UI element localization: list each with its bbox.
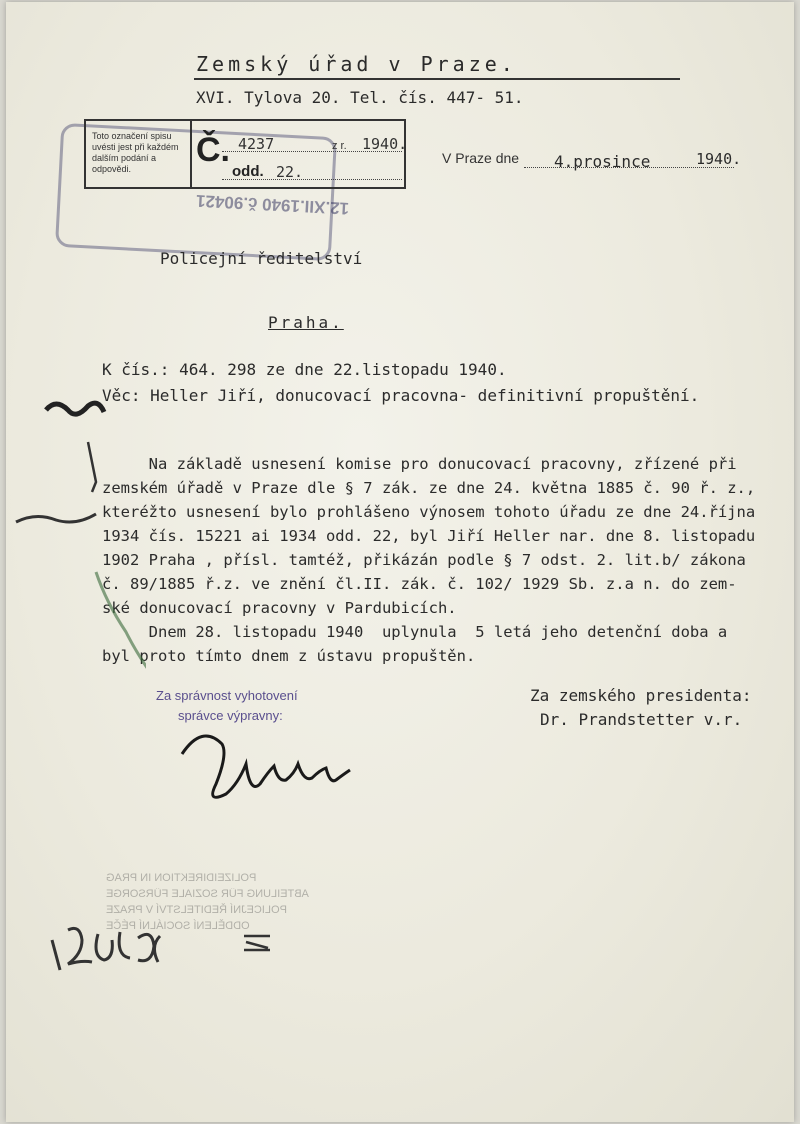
signatory-title: Za zemského presidenta:	[530, 686, 752, 705]
body-line: byl proto tímto dnem z ústavu propuštěn.	[102, 647, 476, 665]
body-line: ské donucovací pracovny v Pardubicích.	[102, 599, 457, 617]
addressee: Policejní ředitelství	[160, 249, 363, 268]
reference-year: 1940.	[362, 135, 408, 153]
body-line: č. 89/1885 ř.z. ve znění čl.II. zák. č. 102/ 1929 Sb. z.a n. do zem-	[102, 575, 737, 593]
reference-box-divider	[190, 121, 192, 187]
title-underline	[194, 78, 680, 80]
police-stamp-line: ODDĚLENÍ SOCIÁLNÍ PÉČE	[106, 920, 250, 932]
reference-box	[84, 119, 406, 189]
margin-handwriting	[6, 382, 146, 682]
body-line: Na základě usnesení komise pro donucovací pracovny, zřízené při	[102, 455, 737, 473]
handwritten-signature	[172, 714, 372, 804]
police-stamp-line: POLIZEIDIREKTION IN PRAG	[106, 872, 257, 884]
reference-dept-label: odd.	[232, 163, 264, 180]
body-line: 1934 čís. 15221 ai 1934 odd. 22, byl Jiří Heller nar. dne 8. listopadu	[102, 527, 756, 545]
police-stamp-line: ABTEILUNG FÜR SOZIALE FÜRSORGE	[106, 888, 309, 900]
handwritten-file-number	[42, 920, 182, 980]
body-line: zemském úřadě v Praze dle § 7 zák. ze dne 24. května 1885 č. 90 ř. z.,	[102, 479, 756, 497]
reference-dept: 22.	[276, 163, 304, 181]
reference-box-instruction: Toto označení spisu uvésti jest při každém dalším podání a odpovědi.	[92, 131, 179, 174]
body-line: kteréžto usnesení bylo prohlášeno výnosem tohoto úřadu ze dne 24.října	[102, 503, 756, 521]
received-stamp-text: 12.XII.1940 č.90421	[195, 191, 350, 218]
subject-line: Věc: Heller Jiří, donucovací pracovna- definitivní propuštění.	[102, 386, 700, 405]
certification-sub-label: správce výpravny:	[178, 708, 283, 723]
certification-label: Za správnost vyhotovení	[156, 688, 298, 703]
office-title: Zemský úřad v Praze.	[196, 52, 517, 76]
reference-number-prefix: Č.	[196, 131, 230, 169]
letter-body	[102, 452, 755, 668]
addressee-city: Praha.	[268, 313, 344, 332]
body-line: 1902 Praha , přísl. tamtéž, přikázán podle § 7 odst. 2. lit.b/ zákona	[102, 551, 746, 569]
document-page	[6, 2, 794, 1122]
handwritten-mark	[238, 928, 278, 958]
reference-line: K čís.: 464. 298 ze dne 22.listopadu 1940.	[102, 360, 507, 379]
signatory-name: Dr. Prandstetter v.r.	[540, 710, 743, 729]
date-value: 4.prosince	[554, 152, 651, 171]
police-stamp-line: POLICEJNÍ ŘEDITELSTVÍ V PRAZE	[106, 904, 287, 916]
date-year: 1940.	[696, 150, 742, 168]
reference-year-label: z r.	[332, 140, 347, 152]
body-line: Dnem 28. listopadu 1940 uplynula 5 letá jeho detenční doba a	[102, 623, 728, 641]
date-label: V Praze dne	[442, 150, 520, 166]
office-address: XVI. Tylova 20. Tel. čís. 447- 51.	[196, 88, 524, 107]
reference-number: 4237	[238, 135, 275, 153]
